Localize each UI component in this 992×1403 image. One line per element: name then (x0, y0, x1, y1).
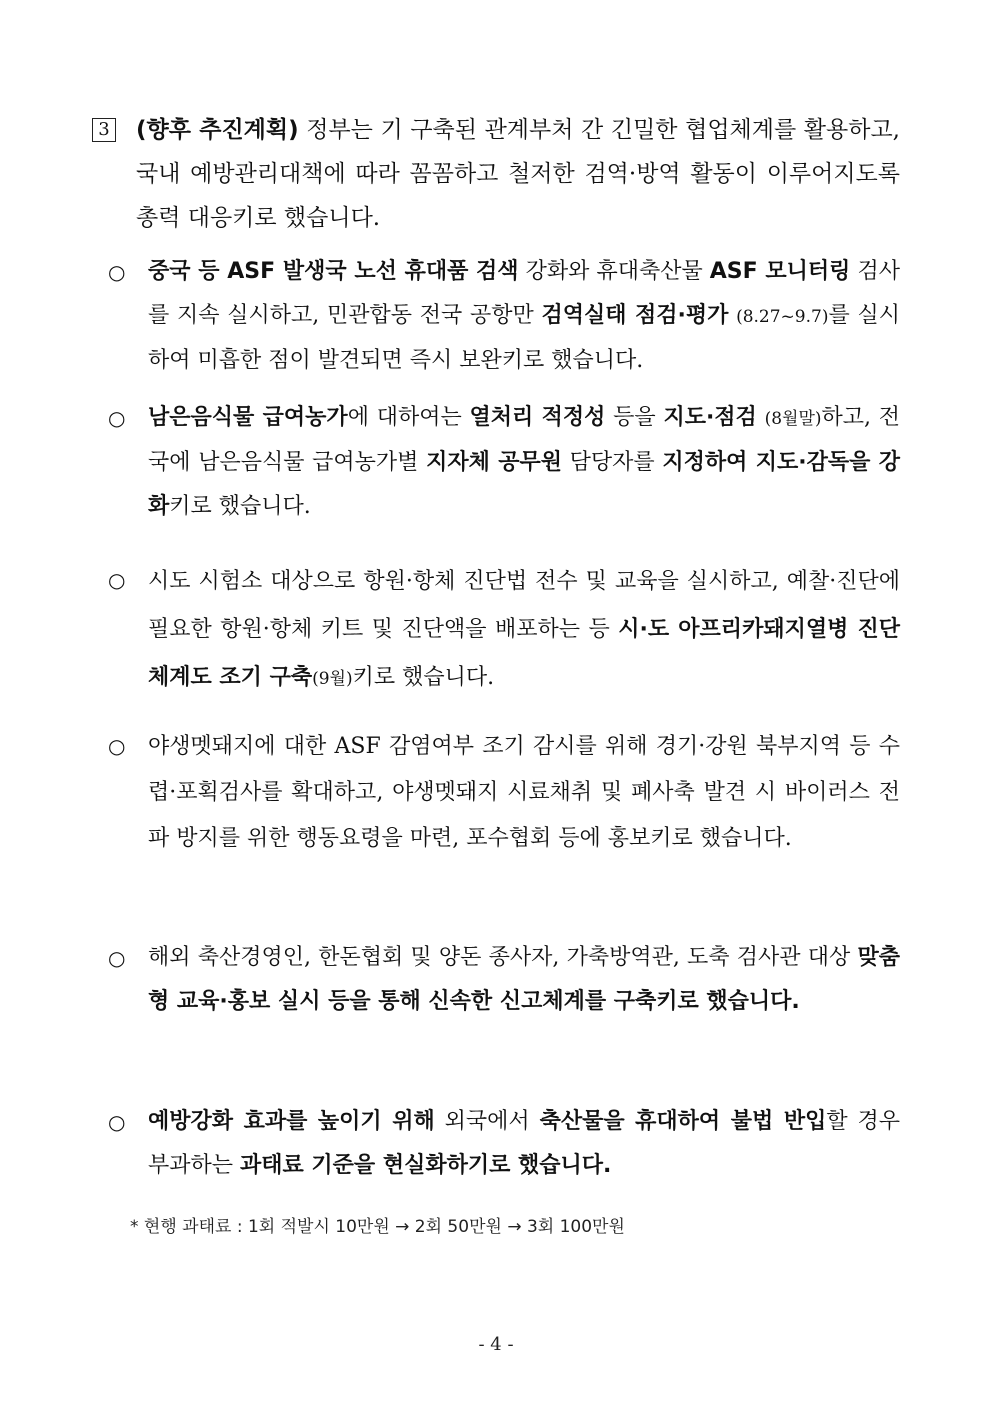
bold-text: ASF 모니터링 (709, 259, 851, 284)
bullet-circle-icon: ○ (108, 946, 126, 970)
section-text (136, 108, 900, 240)
section-body: 정부는 기 구축된 관계부처 간 긴밀한 협업체계를 활용하고, 국내 예방관리대책에 따라 꼼꼼하고 철저한 검역·방역 활동이 이루어지도록 총력 대응키로 했습니다. (136, 117, 900, 231)
bullet-text (148, 1100, 900, 1188)
bullet-circle-icon: ○ (108, 260, 126, 284)
plain-text: 키로 했습니다. (352, 665, 495, 690)
bullet-circle-icon: ○ (108, 1110, 126, 1134)
bold-text: 열처리 적정성 (469, 405, 606, 430)
bullet-item (108, 1100, 900, 1188)
bullet-circle-icon: ○ (108, 734, 126, 758)
section-lead: (향후 추진계획) (136, 117, 299, 143)
plain-text: 야생멧돼지에 대한 ASF 감염여부 조기 감시를 위해 경기·강원 북부지역 등 수렵·포획검사를 확대하고, 야생멧돼지 시료채취 및 폐사축 발견 시 바이러스 전파 방지를 위한 행동요령을 마련, 포수협회 등에 홍보키로 했습니다. (148, 734, 900, 851)
bullet-item (108, 936, 900, 1024)
bullet-text (148, 250, 900, 383)
bold-text: 시·도 아프리카돼지열병 진단체계도 조기 구축 (148, 617, 900, 690)
bullet-text (148, 396, 900, 529)
date-range: (8.27~9.7) (736, 307, 829, 327)
page-number: - 4 - (478, 1334, 514, 1355)
bullet-text (148, 724, 900, 862)
plain-text: 하고, 전국에 남은음식물 급여농가별 (148, 405, 901, 475)
plain-text: 를 실시하여 미흡한 점이 발견되면 즉시 보완키로 했습니다. (148, 303, 900, 373)
bullet-item (108, 724, 900, 862)
bold-text: 맞춤형 교육·홍보 실시 등을 통해 신속한 신고체계를 구축키로 했습니다. (148, 945, 900, 1014)
plain-text (728, 303, 736, 328)
bold-text: 지도·점검 (663, 405, 757, 430)
bullet-item (108, 250, 900, 383)
bullet-circle-icon: ○ (108, 406, 126, 430)
plain-text: 할 경우 부과하는 (148, 1109, 900, 1178)
plain-text: 해외 축산경영인, 한돈협회 및 양돈 종사자, 가축방역관, 도축 검사관 대상 (148, 945, 858, 970)
bullet-item (108, 396, 900, 529)
plain-text: 에 대하여는 (347, 405, 470, 430)
bold-text: 검역실태 점검·평가 (541, 303, 729, 328)
bullet-text (148, 558, 900, 703)
bold-text: 예방강화 효과를 높이기 위해 (148, 1109, 435, 1134)
plain-text: 강화와 휴대축산물 (518, 259, 710, 284)
plain-text: 외국에서 (434, 1109, 540, 1134)
plain-text: 키로 했습니다. (169, 494, 311, 519)
bullet-circle-icon: ○ (108, 568, 126, 592)
date-note: (8월말) (764, 409, 822, 429)
bold-text: 중국 등 ASF 발생국 노선 휴대품 검색 (148, 259, 519, 284)
plain-text (757, 405, 765, 430)
section-3 (92, 108, 900, 240)
bold-text: 과태료 기준을 현실화하기로 했습니다. (240, 1153, 612, 1178)
bold-text: 남은음식물 급여농가 (148, 405, 348, 430)
plain-text: 담당자를 (561, 450, 663, 475)
bold-text: 축산물을 휴대하여 불법 반입 (539, 1109, 827, 1134)
bold-text: 지정하여 지도·감독을 강화 (148, 450, 900, 519)
bullet-item (108, 558, 900, 703)
plain-text: 시도 시험소 대상으로 항원·항체 진단법 전수 및 교육을 실시하고, 예찰·진단에 필요한 항원·항체 키트 및 진단액을 배포하는 등 (148, 569, 900, 642)
plain-text: 검사를 지속 실시하고, 민관합동 전국 공항만 (148, 259, 900, 328)
plain-text: 등을 (605, 405, 664, 430)
footnote: * 현행 과태료 : 1회 적발시 10만원 → 2회 50만원 → 3회 100만원 (130, 1217, 625, 1237)
date-note: (9월) (312, 669, 353, 689)
bullet-text (148, 936, 900, 1024)
bold-text: 지자체 공무원 (426, 450, 562, 475)
section-heading (92, 108, 900, 240)
section-number-box: 3 (92, 118, 116, 142)
